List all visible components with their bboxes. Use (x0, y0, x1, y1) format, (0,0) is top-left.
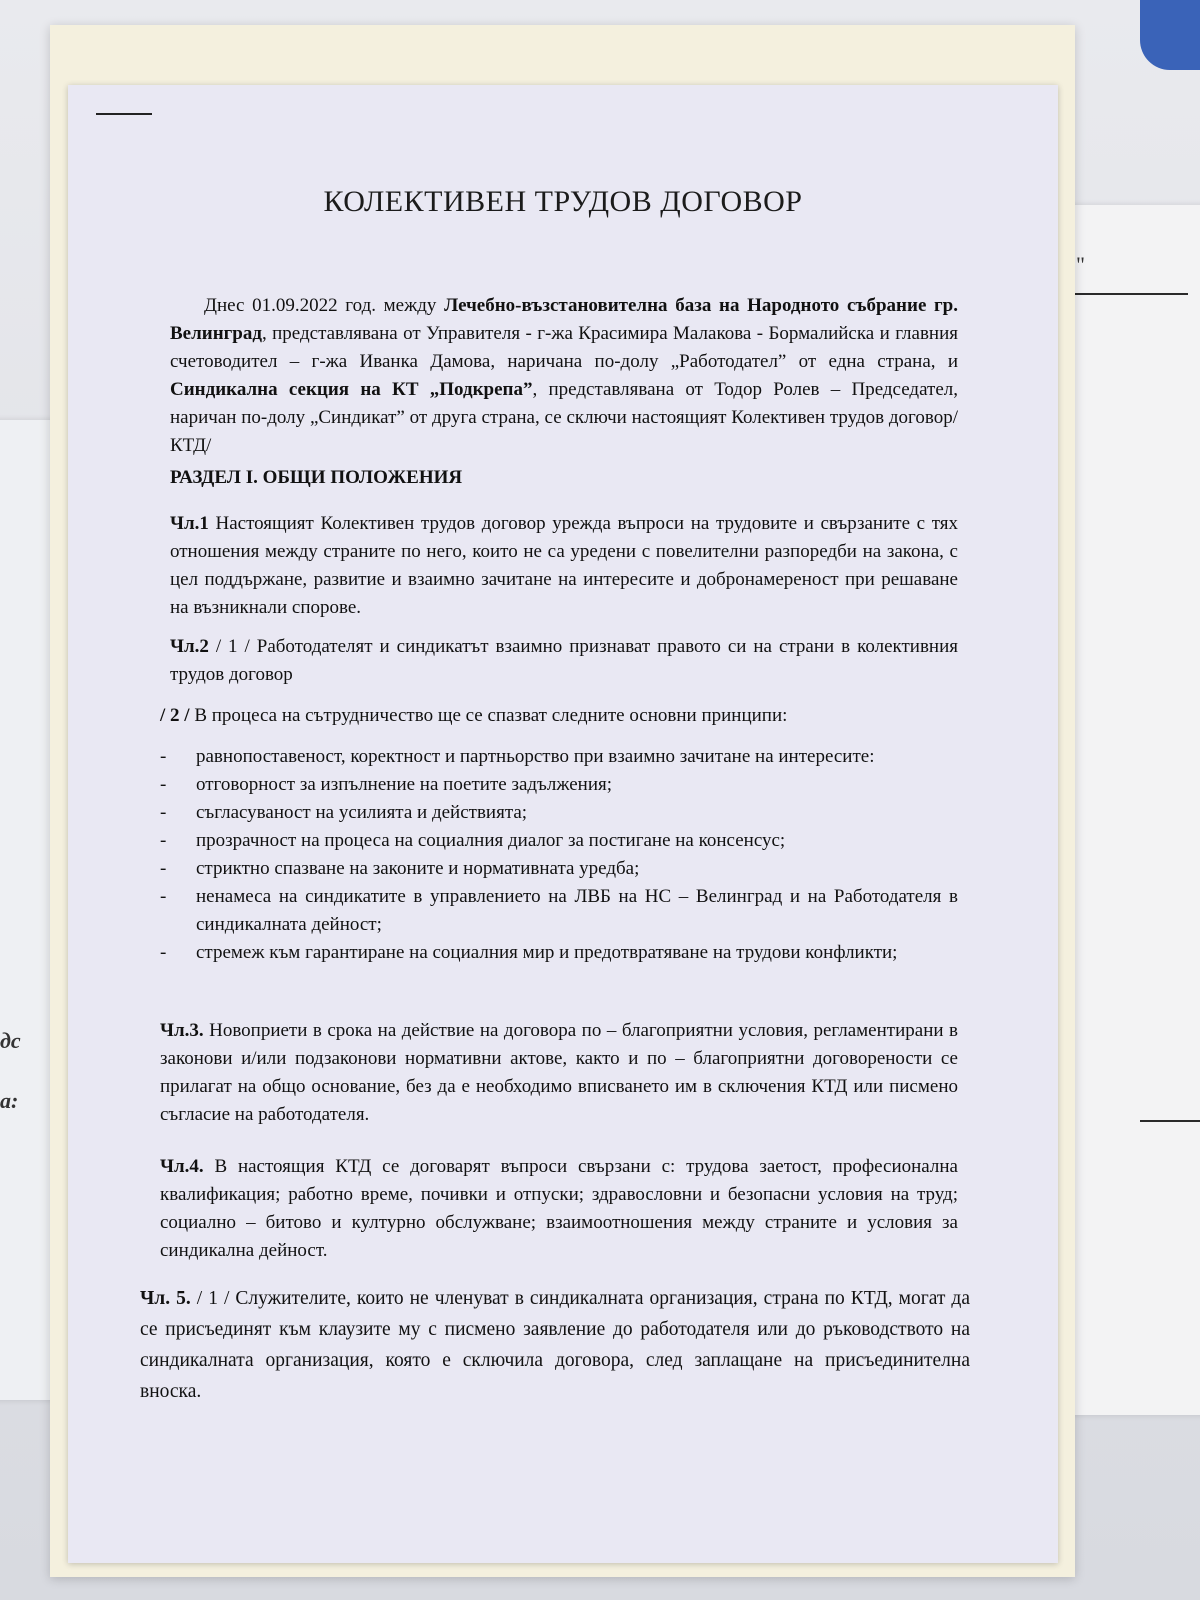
article-label: Чл.1 (170, 513, 209, 534)
article-text: Новоприети в срока на действие на договора по – благоприятни условия, регламентирани в законови и/или подзаконови нормативни актове, както и по – благоприятни договорености се прилагат на общо основание, без да е необходимо вписването им в сключения КТД или писмено съгласие на работодателя. (160, 1020, 958, 1125)
article-label: Чл.2 (170, 636, 209, 657)
list-item-text: съгласуваност на усилията и действията; (196, 802, 528, 823)
list-dash: - (160, 858, 167, 879)
article-text: / 1 / Служителите, които не членуват в синдикалната организация, страна по КТД, могат да се присъединят към клаузите му с писмено заявление до работодателя или до ръководството на синдикалната организация, която е сключила договора, след заплащане на присъединителна вноска. (140, 1288, 970, 1402)
list-item-text: прозрачност на процеса на социалния диалог за постигане на консенсус; (196, 830, 786, 851)
list-dash: - (160, 886, 167, 907)
list-dash: - (160, 746, 167, 767)
article-text: В настоящия КТД се договарят въпроси свързани с: трудова заетост, професионална квалификация; работно време, почивки и отпуски; здравословни и безопасни условия на труд; социално – битово и културно обслужване; взаимоотношения между страните и условия за синдикална дейност. (160, 1156, 958, 1261)
article-2-paragraph-1 (170, 633, 958, 689)
list-item (160, 771, 958, 799)
intro-text: , представлявана от Управителя - г-жа Красимира Малакова - Бормалийска и главния счетоводител – г-жа Иванка Дамова, наричана по-долу „Работодател” от една страна, и (170, 323, 958, 372)
intro-text: Днес 01.09.2022 год. между (204, 295, 445, 316)
list-item-text: стремеж към гарантиране на социалния мир и предотвратяване на трудови конфликти; (196, 942, 898, 963)
background-rule (1068, 293, 1188, 295)
article-label: Чл.3. (160, 1020, 204, 1041)
article-text: В процеса на сътрудничество ще се спазват следните основни принципи: (189, 705, 788, 726)
document-page (68, 85, 1058, 1563)
article-text: Настоящият Колективен трудов договор урежда въпроси на трудовите и свързаните с тях отношения между страните по него, които не са уредени с повелителни разпоредби на закона, с цел поддържане, развитие и взаимно зачитане на интересите и добронамереност при решаване на възникнали спорове. (170, 513, 958, 618)
list-item (160, 799, 958, 827)
article-1 (170, 510, 958, 622)
paragraph-number: / 2 / (160, 705, 190, 726)
union-name: Синдикална секция на КТ „Подкрепа” (170, 379, 533, 400)
intro-paragraph (170, 292, 958, 460)
article-text: Работодателят и синдикатът взаимно признават правото си на страни в колективния трудов договор (170, 636, 959, 685)
list-dash: - (160, 830, 167, 851)
article-4 (160, 1153, 958, 1265)
principles-list (160, 743, 958, 967)
employer-name: Лечебно-възстановителна база на Народното събрание гр. Велинград (170, 295, 958, 344)
intro-text: , представлявана от Тодор Ролев – Председател, наричан по-долу „Синдикат” от друга страна, се сключи настоящият Колективен трудов договор/КТД/ (170, 379, 958, 456)
list-item-text: стриктно спазване на законите и нормативната уредба; (196, 858, 640, 879)
article-label: Чл.4. (160, 1156, 204, 1177)
document-title: КОЛЕКТИВЕН ТРУДОВ ДОГОВОР (323, 185, 803, 218)
article-label: Чл. 5. (140, 1288, 191, 1309)
section-heading: РАЗДЕЛ I. ОБЩИ ПОЛОЖЕНИЯ (170, 467, 463, 488)
list-item (160, 827, 958, 855)
blue-object-corner (1140, 0, 1200, 70)
background-edge-text: дс (0, 1028, 21, 1053)
list-dash: - (160, 802, 167, 823)
page-mark (96, 113, 152, 115)
background-edge-text: " (1076, 252, 1085, 277)
background-edge-text: а: (0, 1088, 19, 1113)
list-dash: - (160, 774, 167, 795)
list-item (160, 883, 958, 939)
list-item (160, 939, 958, 967)
list-item (160, 855, 958, 883)
article-2-paragraph-2 (160, 702, 948, 730)
list-item (160, 743, 958, 771)
background-rule (1140, 1120, 1200, 1122)
list-dash: - (160, 942, 167, 963)
list-item-text: равнопоставеност, коректност и партньорство при взаимно зачитане на интересите: (196, 746, 875, 767)
article-3 (160, 1017, 958, 1129)
list-item-text: отговорност за изпълнение на поетите задължения; (196, 774, 613, 795)
paragraph-number: / 1 / (208, 636, 257, 657)
article-5 (140, 1283, 970, 1407)
list-item-text: ненамеса на синдикатите в управлението на ЛВБ на НС – Велинград и на Работодателя в синдикалната дейност; (196, 886, 958, 935)
